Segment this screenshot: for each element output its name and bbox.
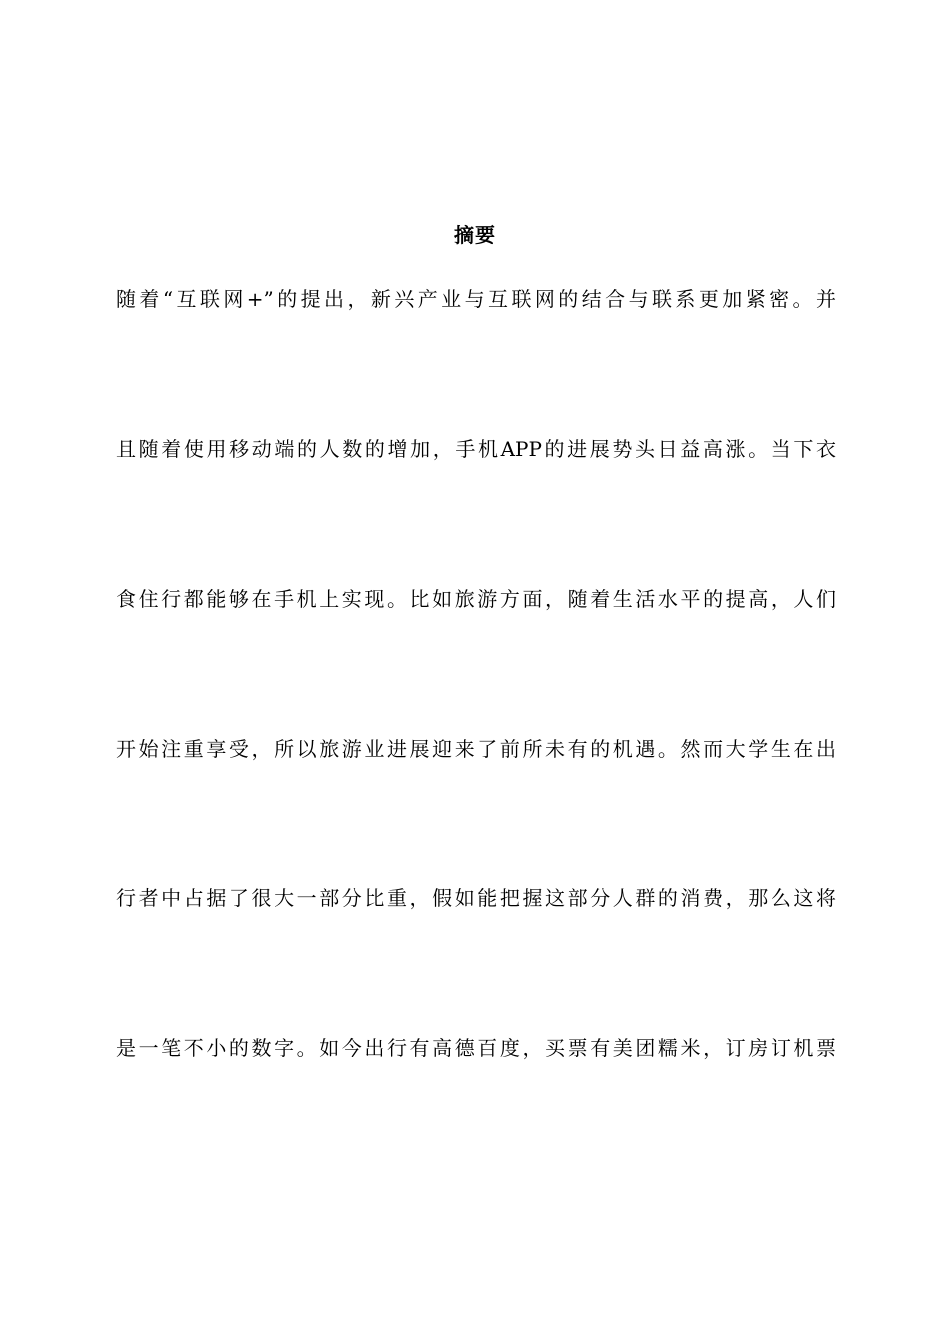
abstract-line-2: 且随着使用移动端的人数的增加，手机APP的进展势头日益高涨。当下衣 — [116, 437, 836, 461]
abstract-line-3: 食住行都能够在手机上实现。比如旅游方面，随着生活水平的提高，人们 — [116, 587, 836, 611]
abstract-title: 摘要 — [454, 223, 496, 247]
abstract-line-6: 是一笔不小的数字。如今出行有高德百度，买票有美团糯米，订房订机票 — [116, 1036, 836, 1060]
abstract-line-5: 行者中占据了很大一部分比重，假如能把握这部分人群的消费，那么这将 — [116, 886, 836, 910]
abstract-line-1: 随着“互联网+”的提出，新兴产业与互联网的结合与联系更加紧密。并 — [116, 287, 836, 311]
abstract-line-4: 开始注重享受，所以旅游业进展迎来了前所未有的机遇。然而大学生在出 — [116, 737, 836, 761]
